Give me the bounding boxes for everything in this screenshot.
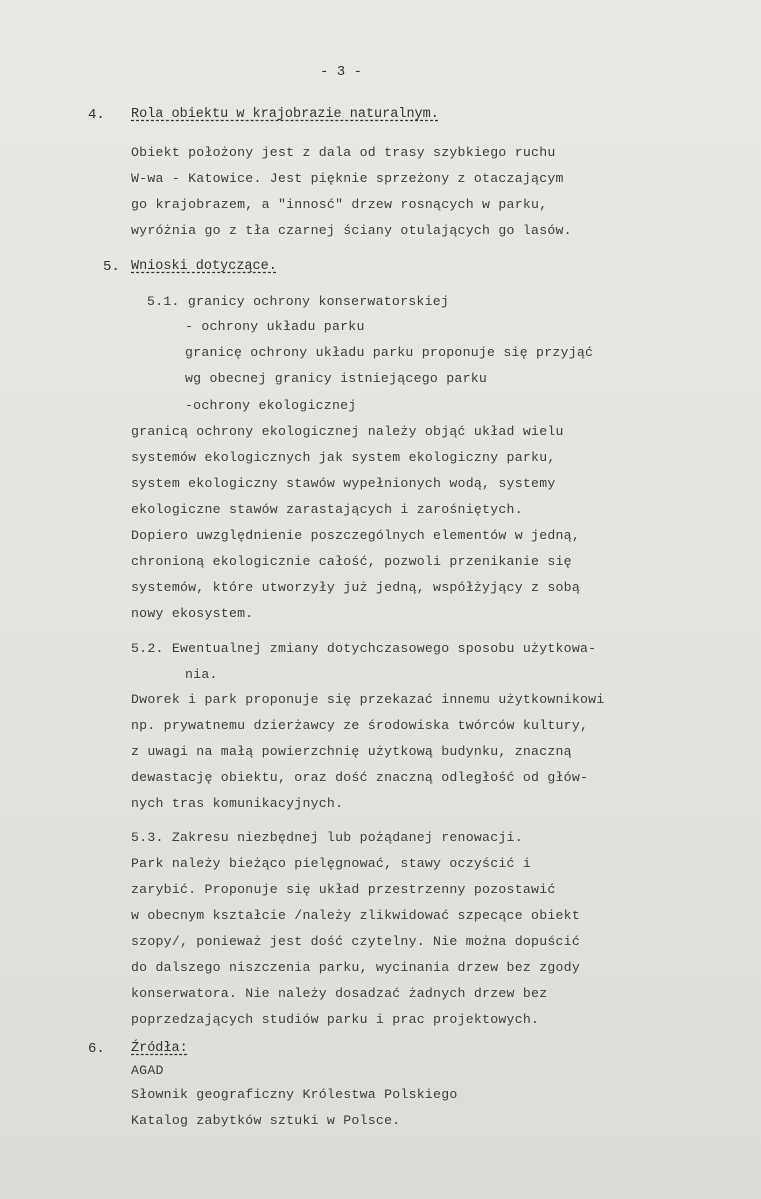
subsection-5-3-line: do dalszego niszczenia parku, wycinania drzew bez zgody xyxy=(131,960,581,975)
subsection-5-1-item: - ochrony układu parku xyxy=(185,319,365,334)
subsection-5-2-title-cont: nia. xyxy=(185,667,218,682)
subsection-5-3-line: szopy/, ponieważ jest dość czytelny. Nie można dopuścić xyxy=(131,934,581,949)
subsection-5-1-line: ekologiczne stawów zarastających i zarośniętych. xyxy=(131,502,523,517)
subsection-5-3-line: Park należy bieżąco pielęgnować, stawy oczyścić i xyxy=(131,856,532,871)
subsection-5-2-title: 5.2. Ewentualnej zmiany dotychczasowego sposobu użytkowa- xyxy=(131,641,597,656)
subsection-5-1-line: chronioną ekologicznie całość, pozwoli przenikanie się xyxy=(131,554,572,569)
subsection-5-1-line: granicą ochrony ekologicznej należy objąć układ wielu xyxy=(131,424,564,439)
page-number: - 3 - xyxy=(320,64,363,80)
source-line: AGAD xyxy=(131,1063,164,1078)
subsection-5-2-line: np. prywatnemu dzierżawcy ze środowiska twórców kultury, xyxy=(131,718,589,733)
section-4-line: go krajobrazem, a "innosć" drzew rosnących w parku, xyxy=(131,197,548,212)
subsection-5-3-line: w obecnym kształcie /należy zlikwidować szpecące obiekt xyxy=(131,908,581,923)
section-6-number: 6. xyxy=(88,1041,105,1057)
subsection-5-1-line: wg obecnej granicy istniejącego parku xyxy=(185,371,488,386)
subsection-5-2-line: dewastację obiektu, oraz dość znaczną odległość od głów- xyxy=(131,770,589,785)
subsection-5-1-title: 5.1. granicy ochrony konserwatorskiej xyxy=(147,294,450,309)
section-5-number: 5. xyxy=(103,259,120,275)
subsection-5-1-item: -ochrony ekologicznej xyxy=(185,398,357,413)
section-5-heading: Wnioski dotyczące. xyxy=(131,259,277,274)
section-4-number: 4. xyxy=(88,107,105,123)
subsection-5-2-line: z uwagi na małą powierzchnię użytkową budynku, znaczną xyxy=(131,744,572,759)
subsection-5-1-line: Dopiero uwzględnienie poszczególnych elementów w jedną, xyxy=(131,528,581,543)
source-line: Katalog zabytków sztuki w Polsce. xyxy=(131,1113,401,1128)
section-6-heading: Źródła: xyxy=(131,1041,188,1056)
subsection-5-3-line: konserwatora. Nie należy dosadzać żadnych drzew bez xyxy=(131,986,548,1001)
subsection-5-3-title: 5.3. Zakresu niezbędnej lub pożądanej renowacji. xyxy=(131,830,523,845)
section-4-heading: Rola obiektu w krajobrazie naturalnym. xyxy=(131,107,439,122)
subsection-5-1-line: nowy ekosystem. xyxy=(131,606,254,621)
subsection-5-1-line: systemów, które utworzyły już jedną, współżyjący z sobą xyxy=(131,580,581,595)
section-4-line: W-wa - Katowice. Jest pięknie sprzeżony z otaczającym xyxy=(131,171,564,186)
subsection-5-1-line: granicę ochrony układu parku proponuje się przyjąć xyxy=(185,345,594,360)
subsection-5-3-line: poprzedzających studiów parku i prac projektowych. xyxy=(131,1012,540,1027)
subsection-5-1-line: system ekologiczny stawów wypełnionych wodą, systemy xyxy=(131,476,556,491)
source-line: Słownik geograficzny Królestwa Polskiego xyxy=(131,1087,458,1102)
subsection-5-2-line: Dworek i park proponuje się przekazać innemu użytkownikowi xyxy=(131,692,605,707)
subsection-5-2-line: nych tras komunikacyjnych. xyxy=(131,796,344,811)
section-4-line: wyróżnia go z tła czarnej ściany otulających go lasów. xyxy=(131,223,572,238)
section-4-line: Obiekt położony jest z dala od trasy szybkiego ruchu xyxy=(131,145,556,160)
subsection-5-1-line: systemów ekologicznych jak system ekologiczny parku, xyxy=(131,450,556,465)
subsection-5-3-line: zarybić. Proponuje się układ przestrzenny pozostawić xyxy=(131,882,556,897)
